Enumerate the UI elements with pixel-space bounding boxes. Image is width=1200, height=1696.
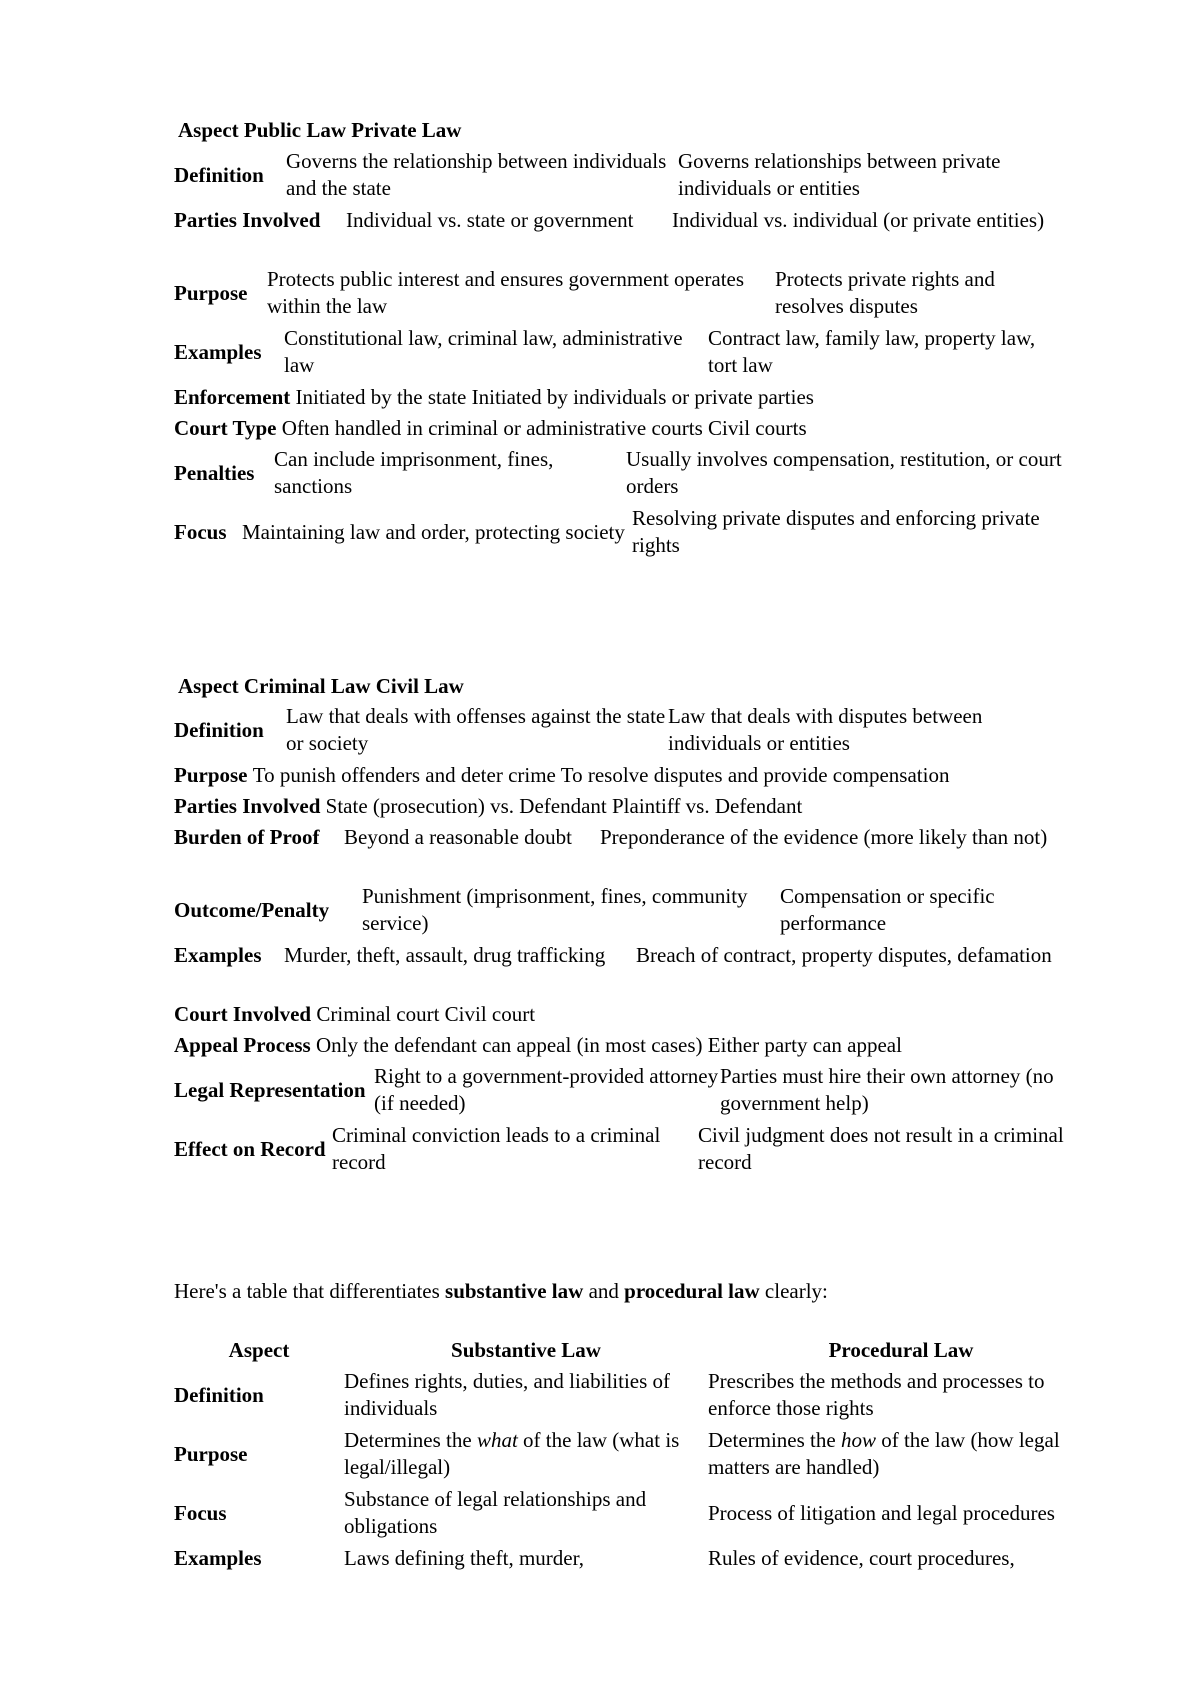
aspect-label: Parties Involved <box>174 208 321 232</box>
criminal-cell: Criminal conviction leads to a criminal record <box>332 1123 661 1174</box>
private-cell: Governs relationships between private individuals or entities <box>678 149 1001 200</box>
private-cell: Contract law, family law, property law, tort law <box>708 326 1036 377</box>
substantive-cell: Defines rights, duties, and liabilities of individuals <box>344 1369 671 1420</box>
substantive-cell: Determines the what of the law (what is legal/illegal) <box>344 1428 680 1479</box>
table2-row-burden <box>174 824 1094 851</box>
public-cell: Governs the relationship between individuals and the state <box>286 149 667 200</box>
criminal-cell: Punishment (imprisonment, fines, community service) <box>362 884 748 935</box>
intro-paragraph: Here's a table that differentiates substantive law and procedural law clearly: <box>174 1279 828 1303</box>
table3-row-purpose <box>174 1427 1094 1481</box>
aspect-label: Enforcement <box>174 385 296 409</box>
header-procedural: Procedural Law <box>828 1338 974 1362</box>
aspect-label: Purpose <box>174 1441 248 1466</box>
aspect-label: Focus <box>174 519 227 544</box>
table1-row-purpose <box>174 266 1094 320</box>
table2-row-appeal <box>174 1032 1094 1059</box>
table2-row-outcome <box>174 883 1094 937</box>
table3-row-focus <box>174 1486 1094 1540</box>
aspect-label: Legal Representation <box>174 1077 366 1102</box>
aspect-label: Court Involved <box>174 1002 317 1026</box>
table1-row-enforcement <box>174 384 1094 411</box>
aspect-label: Definition <box>174 162 264 187</box>
public-cell: Constitutional law, criminal law, administrative law <box>284 326 683 377</box>
aspect-label: Penalties <box>174 460 255 485</box>
aspect-label: Purpose <box>174 280 248 305</box>
table1-row-court-type <box>174 415 1094 442</box>
aspect-label: Focus <box>174 1500 227 1525</box>
substantive-cell: Laws defining theft, murder, <box>344 1546 585 1570</box>
table1-header: Aspect Public Law Private Law <box>178 118 462 142</box>
table1-row-definition <box>174 148 1094 202</box>
substantive-cell: Substance of legal relationships and obligations <box>344 1487 647 1538</box>
table1-row-examples <box>174 325 1094 379</box>
table3-row-definition <box>174 1368 1094 1422</box>
header-substantive: Substantive Law <box>451 1338 601 1362</box>
procedural-cell: Prescribes the methods and processes to enforce those rights <box>708 1369 1045 1420</box>
civil-cell: Preponderance of the evidence (more likely than not) <box>600 825 1048 849</box>
inline-cell: Only the defendant can appeal (in most cases) Either party can appeal <box>315 1033 902 1057</box>
aspect-label: Court Type <box>174 416 282 440</box>
civil-cell: Parties must hire their own attorney (no government help) <box>720 1064 1054 1115</box>
private-cell: Individual vs. individual (or private entities) <box>672 208 1045 232</box>
aspect-label: Purpose <box>174 763 253 787</box>
inline-cell: To punish offenders and deter crime To resolve disputes and provide compensation <box>252 763 950 787</box>
criminal-cell: Law that deals with offenses against the state or society <box>286 704 666 755</box>
inline-cell: Often handled in criminal or administrative courts Civil courts <box>281 416 807 440</box>
table1-row-penalties <box>174 446 1094 500</box>
procedural-cell: Process of litigation and legal procedures <box>708 1500 1055 1525</box>
criminal-cell: Beyond a reasonable doubt <box>344 825 573 849</box>
inline-cell: State (prosecution) vs. Defendant Plaintiff vs. Defendant <box>325 794 803 818</box>
public-cell: Maintaining law and order, protecting society <box>242 519 625 544</box>
table3-header-row <box>174 1337 1094 1364</box>
table2-header: Aspect Criminal Law Civil Law <box>178 674 464 698</box>
inline-cell: Initiated by the state Initiated by individuals or private parties <box>295 385 814 409</box>
private-cell: Protects private rights and resolves disputes <box>775 267 995 318</box>
criminal-cell: Murder, theft, assault, drug trafficking <box>284 943 606 967</box>
civil-cell: Breach of contract, property disputes, defamation <box>636 943 1052 967</box>
table3-row-examples <box>174 1545 1094 1572</box>
public-cell: Can include imprisonment, fines, sanctions <box>274 447 554 498</box>
table2-row-record <box>174 1122 1094 1176</box>
civil-cell: Civil judgment does not result in a criminal record <box>698 1123 1064 1174</box>
private-cell: Resolving private disputes and enforcing private rights <box>632 506 1040 557</box>
table2-row-examples <box>174 942 1094 969</box>
aspect-label: Effect on Record <box>174 1136 326 1161</box>
table1-row-parties <box>174 207 1094 234</box>
aspect-label: Examples <box>174 943 262 967</box>
table2-row-parties <box>174 793 1094 820</box>
table1-row-focus <box>174 505 1094 559</box>
civil-cell: Law that deals with disputes between individuals or entities <box>668 704 983 755</box>
private-cell: Usually involves compensation, restitution, or court orders <box>626 447 1062 498</box>
aspect-label: Examples <box>174 1546 262 1570</box>
procedural-cell: Rules of evidence, court procedures, <box>708 1546 1015 1570</box>
aspect-label: Definition <box>174 1382 264 1407</box>
criminal-cell: Right to a government-provided attorney (if needed) <box>374 1064 719 1115</box>
public-cell: Protects public interest and ensures government operates within the law <box>267 267 745 318</box>
header-aspect: Aspect <box>228 1338 290 1362</box>
aspect-label: Outcome/Penalty <box>174 897 330 922</box>
inline-cell: Criminal court Civil court <box>316 1002 536 1026</box>
term-procedural: procedural law <box>624 1279 760 1303</box>
procedural-cell: Determines the how of the law (how legal matters are handled) <box>708 1428 1060 1479</box>
term-substantive: substantive law <box>445 1279 584 1303</box>
aspect-label: Burden of Proof <box>174 825 320 849</box>
aspect-label: Examples <box>174 339 262 364</box>
public-cell: Individual vs. state or government <box>346 208 634 232</box>
table2-row-representation <box>174 1063 1094 1117</box>
aspect-label: Definition <box>174 717 264 742</box>
table2-row-purpose <box>174 762 1094 789</box>
table2-row-definition <box>174 703 1094 757</box>
table2-row-court <box>174 1001 1094 1028</box>
civil-cell: Compensation or specific performance <box>780 884 995 935</box>
aspect-label: Appeal Process <box>174 1033 316 1057</box>
aspect-label: Parties Involved <box>174 794 326 818</box>
